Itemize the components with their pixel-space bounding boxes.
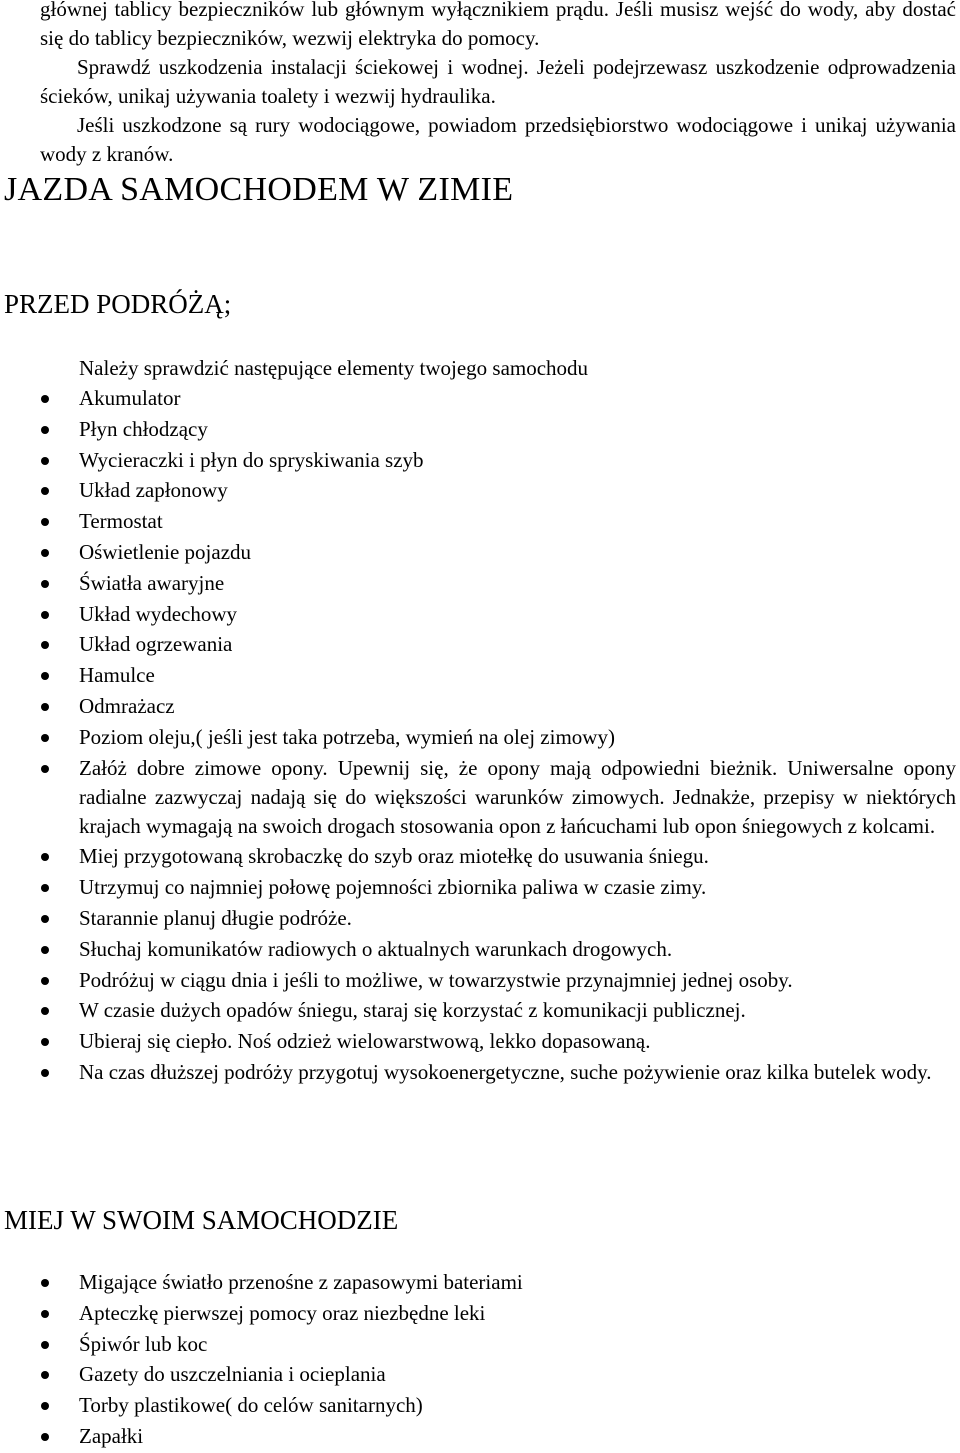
list-item: Termostat [0,507,956,538]
bullet-icon [41,946,49,954]
bullet-icon [41,580,49,588]
list-item: Płyn chłodzący [0,415,956,446]
list-item: Wycieraczki i płyn do spryskiwania szyb [0,446,956,477]
bullet-icon [41,1433,49,1441]
list-item: Słuchaj komunikatów radiowych o aktualnych warunkach drogowych. [0,935,956,964]
list-item: Odmrażacz [0,692,956,723]
bullet-icon [41,487,49,495]
list-item: Akumulator [0,384,956,415]
list-item: Poziom oleju,( jeśli jest taka potrzeba, wymień na olej zimowy) [0,723,956,754]
list-item: Światła awaryjne [0,569,956,600]
bullet-icon [41,734,49,742]
bullet-icon [41,915,49,923]
list-item: Miej przygotowaną skrobaczkę do szyb oraz miotełkę do usuwania śniegu. [0,842,956,871]
bullet-icon [41,549,49,557]
bullet-icon [41,884,49,892]
bullet-icon [41,641,49,649]
list-item: Zapałki [0,1422,956,1453]
bullet-icon [41,853,49,861]
checklist-intro: Należy sprawdzić następujące elementy twojego samochodu [79,356,589,380]
bullet-icon [41,672,49,680]
bullet-icon [41,611,49,619]
bullet-icon [41,1279,49,1287]
paragraph: głównej tablicy bezpieczników lub głównym wyłącznikiem prądu. Jeśli musisz wejść do wody, aby dostać się do tablicy bezpieczników, wezwij elektryka do pomocy. [40,0,956,50]
list-item: W czasie dużych opadów śniegu, staraj się korzystać z komunikacji publicznej. [0,996,956,1025]
list-item: Migające światło przenośne z zapasowymi bateriami [0,1268,956,1299]
paragraph: Jeśli uszkodzone są rury wodociągowe, powiadom przedsiębiorstwo wodociągowe i unikaj używania wody z kranów. [40,113,956,166]
list-item: Na czas dłuższej podróży przygotuj wysokoenergetyczne, suche pożywienie oraz kilka butelek wody. [0,1058,956,1087]
bullet-icon [41,1341,49,1349]
bullet-icon [41,977,49,985]
list-item: Załóż dobre zimowe opony. Upewnij się, że opony mają odpowiedni bieżnik. Uniwersalne opony radialne zazwyczaj nadają się do większości warunków zimowych. Jednakże, przepisy w niektórych krajach wymagają na swoich drogach stosowania opon z łańcuchami lub opon śniegowych z kolcami. [0,754,956,841]
list-item: Utrzymuj co najmniej połowę pojemności zbiornika paliwa w czasie zimy. [0,873,956,902]
bullet-icon [41,765,49,773]
main-heading: JAZDA SAMOCHODEM W ZIMIE [4,171,514,208]
bullet-icon [41,395,49,403]
paragraph: Sprawdź uszkodzenia instalacji ściekowej i wodnej. Jeżeli podejrzewasz uszkodzenie odprowadzenia ścieków, unikaj używania toalety i wezwij hydraulika. [40,55,956,108]
checklist-in-car [0,1268,956,1453]
list-item: Hamulce [0,661,956,692]
bullet-icon [41,457,49,465]
checklist-before-trip [0,384,956,1087]
list-item: Ubieraj się ciepło. Noś odzież wielowarstwową, lekko dopasowaną. [0,1027,956,1056]
bullet-icon [41,1007,49,1015]
bullet-icon [41,1310,49,1318]
section-heading-in-car: MIEJ W SWOIM SAMOCHODZIE [4,1205,399,1235]
bullet-icon [41,426,49,434]
bullet-icon [41,1402,49,1410]
list-item: Starannie planuj długie podróże. [0,904,956,933]
list-item: Oświetlenie pojazdu [0,538,956,569]
bullet-icon [41,1069,49,1077]
bullet-icon [41,703,49,711]
list-item: Układ zapłonowy [0,476,956,507]
list-item: Układ wydechowy [0,600,956,631]
bullet-icon [41,1038,49,1046]
list-item: Układ ogrzewania [0,630,956,661]
section-heading-before-trip: PRZED PODRÓŻĄ; [4,289,232,319]
list-item: Gazety do uszczelniania i ocieplania [0,1360,956,1391]
list-item: Apteczkę pierwszej pomocy oraz niezbędne leki [0,1299,956,1330]
list-item: Podróżuj w ciągu dnia i jeśli to możliwe, w towarzystwie przynajmniej jednej osoby. [0,966,956,995]
list-item: Torby plastikowe( do celów sanitarnych) [0,1391,956,1422]
list-item: Śpiwór lub koc [0,1330,956,1361]
bullet-icon [41,518,49,526]
bullet-icon [41,1371,49,1379]
